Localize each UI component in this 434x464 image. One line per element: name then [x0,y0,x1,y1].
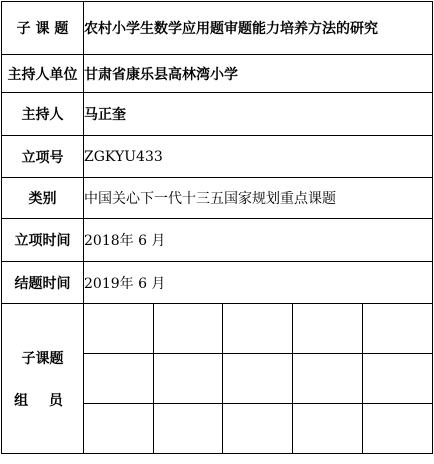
row-approval-date [2,219,433,262]
members-label-line1: 子课题 [21,350,64,367]
row-completion-date [2,262,433,304]
project-number-label: 立项号 [2,136,84,178]
host-unit-label: 主持人单位 [2,55,84,93]
completion-date-value: 2019年 6 月 [84,262,433,304]
subproject-value: 农村小学生数学应用题审题能力培养方法的研究 [84,2,433,55]
member-cell [154,304,223,354]
member-cell [154,404,223,454]
member-cell [363,404,433,454]
member-cell [154,354,223,404]
member-cell [84,404,154,454]
host-value: 马正奎 [84,93,433,136]
member-cell [293,354,363,404]
project-info-table [1,1,433,454]
row-category [2,178,433,219]
row-host-unit [2,55,433,93]
member-cell [84,304,154,354]
row-host [2,93,433,136]
approval-date-value: 2018年 6 月 [84,219,433,262]
member-cell [363,354,433,404]
project-number-value: ZGKYU433 [84,136,433,178]
member-cell [293,304,363,354]
category-value: 中国关心下一代十三五国家规划重点课题 [84,178,433,219]
member-cell [84,354,154,404]
subproject-label: 子 课 题 [2,2,84,55]
host-unit-value: 甘肃省康乐县高林湾小学 [84,55,433,93]
member-cell [293,404,363,454]
category-label: 类别 [2,178,84,219]
host-label: 主持人 [2,93,84,136]
member-cell [223,304,293,354]
approval-date-label: 立项时间 [2,219,84,262]
member-cell [223,354,293,404]
completion-date-label: 结题时间 [2,262,84,304]
member-cell [223,404,293,454]
members-row [2,304,433,354]
member-cell [363,304,433,354]
members-label [2,304,84,454]
row-subproject [2,2,433,55]
row-project-number [2,136,433,178]
members-label-line2: 组 员 [14,392,71,409]
